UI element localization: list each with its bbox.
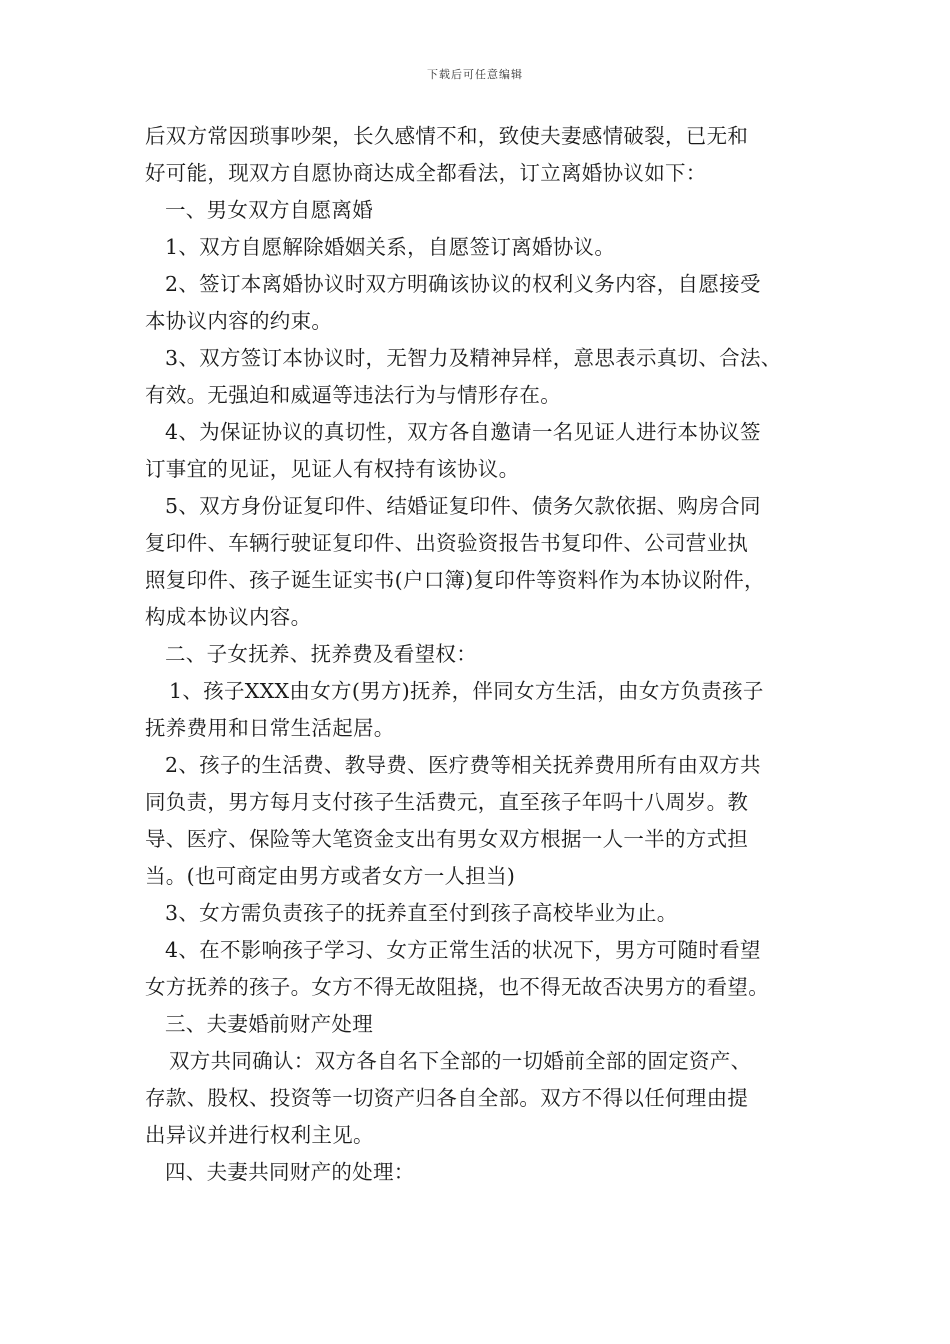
body-line: 复印件、车辆行驶证复印件、出资验资报告书复印件、公司营业执: [145, 531, 749, 555]
clause-line: 2、签订本离婚协议时双方明确该协议的权利义务内容，自愿接受: [165, 272, 761, 296]
clause-line: 2、孩子的生活费、教导费、医疗费等相关抚养费用所有由双方共: [165, 753, 761, 777]
section-heading: 三、夫妻婚前财产处理: [165, 1012, 373, 1036]
body-line: 存款、股权、投资等一切资产归各自全部。双方不得以任何理由提: [145, 1086, 749, 1110]
body-line: 导、医疗、保险等大笔资金支出有男女双方根据一人一半的方式担: [145, 827, 749, 851]
clause-line: 1、双方自愿解除婚姻关系，自愿签订离婚协议。: [165, 235, 616, 259]
body-line: 同负责，男方每月支付孩子生活费元，直至孩子年吗十八周岁。教: [145, 790, 749, 814]
body-line: 订事宜的见证，见证人有权持有该协议。: [145, 457, 520, 481]
body-line: 出异议并进行权利主见。: [145, 1123, 374, 1147]
clause-line: 3、双方签订本协议时，无智力及精神异样，意思表示真切、合法、: [165, 346, 782, 370]
body-line: 后双方常因琐事吵架，长久感情不和，致使夫妻感情破裂，已无和: [145, 124, 749, 148]
clause-line: 双方共同确认：双方各自名下全部的一切婚前全部的固定资产、: [169, 1049, 752, 1073]
clause-line: 4、为保证协议的真切性，双方各自邀请一名见证人进行本协议签: [165, 420, 761, 444]
clause-line: 5、双方身份证复印件、结婚证复印件、债务欠款依据、购房合同: [165, 494, 761, 518]
section-heading: 一、男女双方自愿离婚: [165, 198, 373, 222]
body-line: 当。(也可商定由男方或者女方一人担当): [145, 864, 516, 888]
clause-line: 1、孩子XXX由女方(男方)抚养，伴同女方生活，由女方负责孩子: [169, 679, 764, 703]
body-line: 有效。无强迫和威逼等违法行为与情形存在。: [145, 383, 561, 407]
clause-line: 3、女方需负责孩子的抚养直至付到孩子高校毕业为止。: [165, 901, 678, 925]
section-heading: 四、夫妻共同财产的处理：: [165, 1160, 415, 1184]
page-header: 下载后可任意编辑: [427, 68, 523, 81]
body-line: 构成本协议内容。: [145, 605, 312, 629]
body-line: 好可能，现双方自愿协商达成全都看法，订立离婚协议如下：: [145, 161, 707, 185]
document-body: [145, 118, 810, 1191]
clause-line: 4、在不影响孩子学习、女方正常生活的状况下，男方可随时看望: [165, 938, 761, 962]
body-line: 女方抚养的孩子。女方不得无故阻挠，也不得无故否决男方的看望。: [145, 975, 769, 999]
body-line: 照复印件、孩子诞生证实书(户口簿)复印件等资料作为本协议附件，: [145, 568, 765, 592]
section-heading: 二、子女抚养、抚养费及看望权：: [165, 642, 477, 666]
body-line: 抚养费用和日常生活起居。: [145, 716, 395, 740]
body-line: 本协议内容的约束。: [145, 309, 333, 333]
